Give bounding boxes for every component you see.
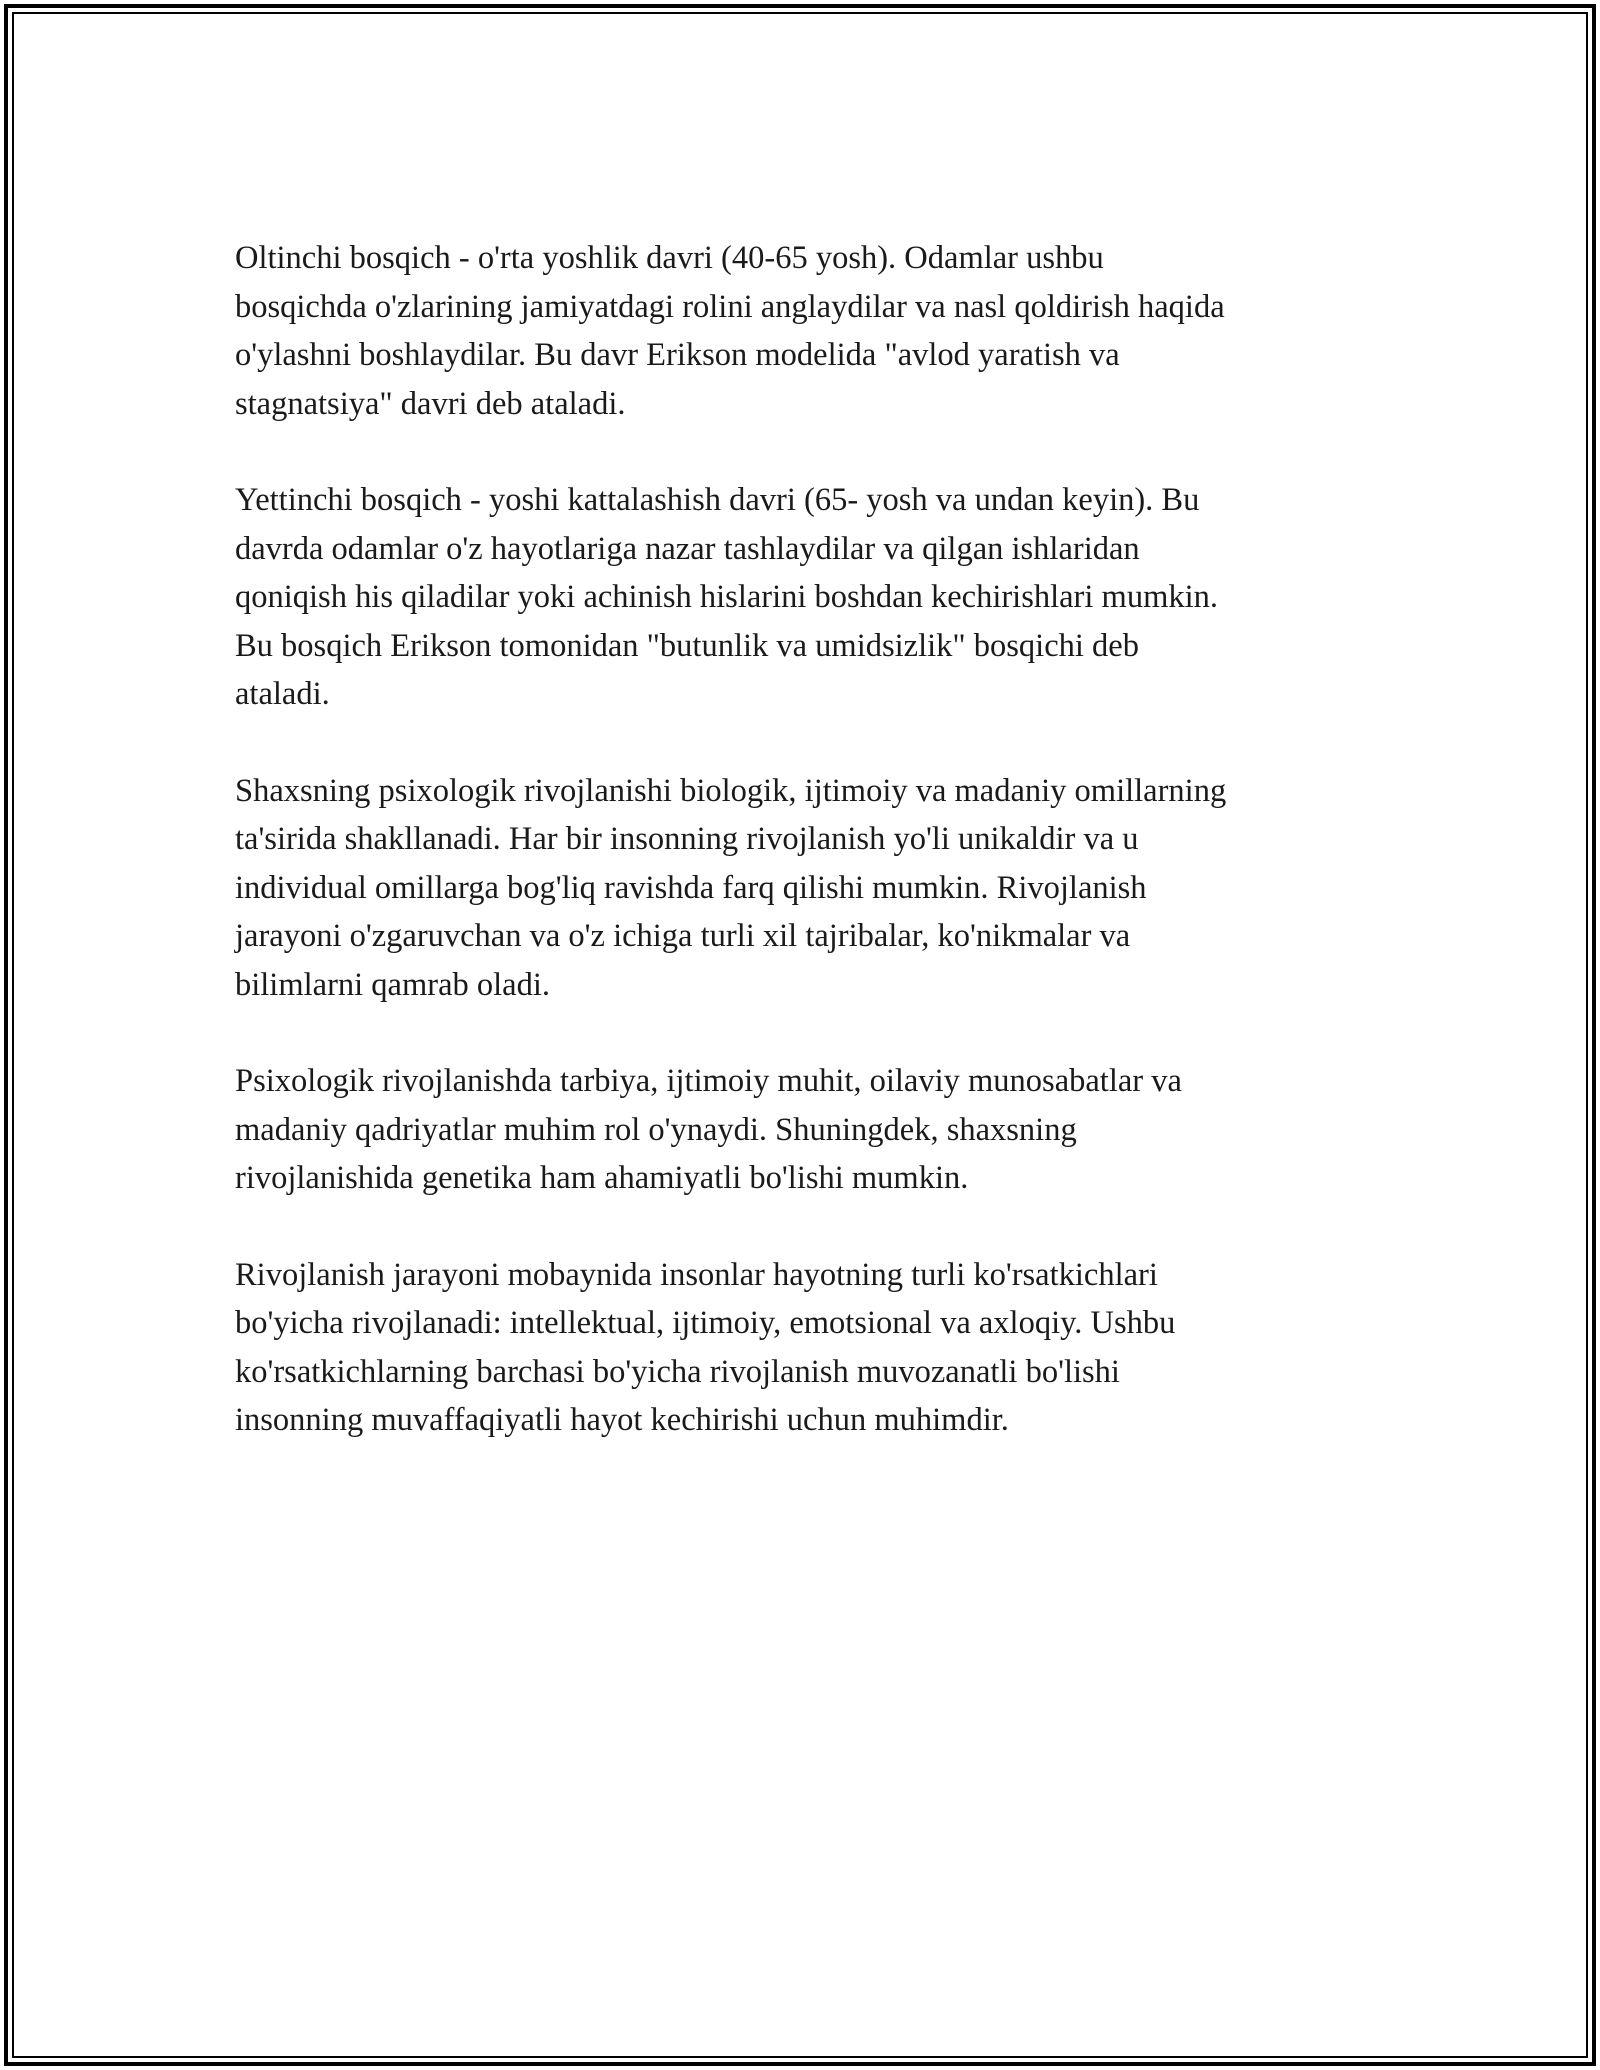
text-line: Shaxsning psixologik rivojlanishi biologik, ijtimoiy va madaniy omillarning [235,772,1227,809]
text-line: individual omillarga bog'liq ravishda farq qilishi mumkin. Rivojlanish [235,869,1147,906]
text-line: Psixologik rivojlanishda tarbiya, ijtimoiy muhit, oilaviy munosabatlar va [235,1063,1182,1099]
text-line: bosqichda o'zlarining jamiyatdagi rolini anglaydilar va nasl qoldirish haqida [235,288,1225,325]
text-line: bilimlarni qamrab oladi. [235,966,550,1003]
text-line: rivojlanishida genetika ham ahamiyatli bo'lishi mumkin. [235,1160,969,1196]
paragraph-stage-seven [235,476,1385,719]
text-line: Rivojlanish jarayoni mobaynida insonlar hayotning turli ko'rsatkichlari [235,1256,1158,1293]
text-line: Yettinchi bosqich - yoshi kattalashish davri (65- yosh va undan keyin). Bu [235,482,1200,518]
text-line: davrda odamlar o'z hayotlariga nazar tashlaydilar va qilgan ishlaridan [235,530,1140,567]
paragraph-development-areas [235,1251,1385,1445]
paragraph-stage-six [235,234,1385,428]
document-body [235,234,1385,1493]
text-line: Bu bosqich Erikson tomonidan "butunlik va umidsizlik" bosqichi deb [235,627,1139,664]
paragraph-upbringing [235,1057,1385,1203]
text-line: insonning muvaffaqiyatli hayot kechirishi uchun muhimdir. [235,1402,1009,1438]
text-line: o'ylashni boshlaydilar. Bu davr Erikson modelida "avlod yaratish va [235,337,1120,373]
text-line: ko'rsatkichlarning barchasi bo'yicha rivojlanish muvozanatli bo'lishi [235,1353,1120,1390]
text-line: Oltinchi bosqich - o'rta yoshlik davri (40-65 yosh). Odamlar ushbu [235,240,1104,276]
text-line: stagnatsiya" davri deb ataladi. [235,385,626,422]
text-line: qoniqish his qiladilar yoki achinish hislarini boshdan kechirishlari mumkin. [235,579,1218,615]
text-line: ta'sirida shakllanadi. Har bir insonning rivojlanish yo'li unikaldir va u [235,821,1139,857]
text-line: madaniy qadriyatlar muhim rol o'ynaydi. Shuningdek, shaxsning [235,1111,1077,1148]
text-line: bo'yicha rivojlanadi: intellektual, ijtimoiy, emotsional va axloqiy. Ushbu [235,1305,1176,1341]
paragraph-development-factors [235,767,1385,1010]
text-line: ataladi. [235,676,330,712]
text-line: jarayoni o'zgaruvchan va o'z ichiga turli xil tajribalar, ko'nikmalar va [235,918,1131,954]
